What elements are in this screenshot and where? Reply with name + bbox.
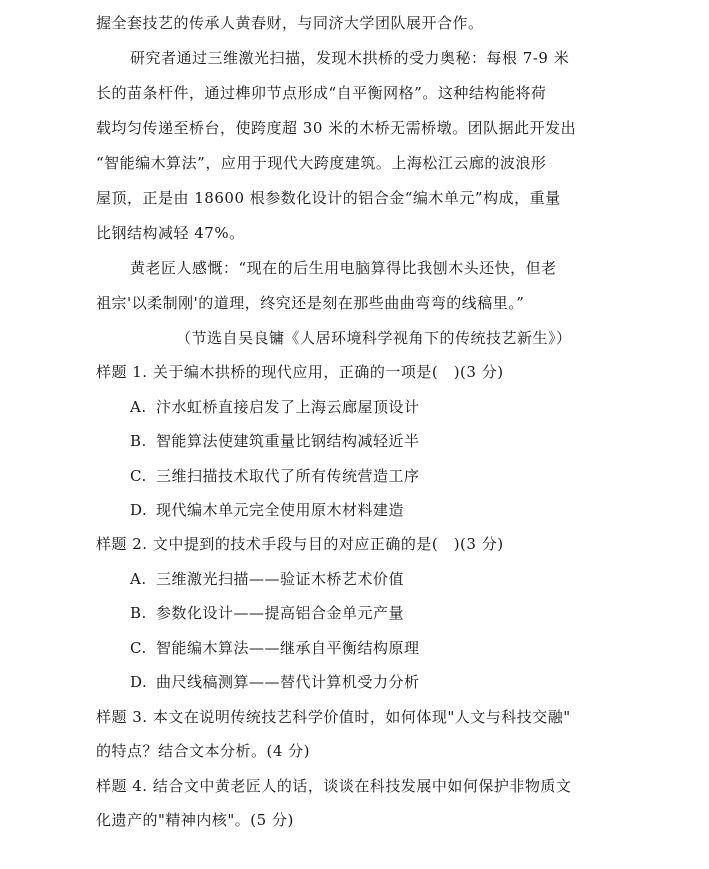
answer-option bbox=[130, 500, 404, 520]
passage-line: 屋顶，正是由 18600 根参数化设计的铝合金“编木单元”构成，重量 bbox=[96, 189, 561, 207]
question-stem: 样题 4. 结合文中黄老匠人的话，谈谈在科技发展中如何保护非物质文 bbox=[96, 777, 572, 795]
option-letter: C. bbox=[130, 467, 147, 485]
question-stem: 样题 3. 本文在说明传统技艺科学价值时，如何体现"人文与科技交融" bbox=[96, 708, 571, 726]
passage-line: 研究者通过三维激光扫描，发现木拱桥的受力奥秘：每根 7-9 米 bbox=[130, 49, 570, 67]
question-stem-continued: 的特点？结合文本分析。(4 分) bbox=[96, 742, 311, 760]
option-text: 曲尺线稿测算——替代计算机受力分析 bbox=[156, 673, 420, 691]
answer-option bbox=[130, 431, 420, 451]
answer-option bbox=[130, 466, 420, 486]
answer-option bbox=[130, 603, 404, 623]
option-letter: C. bbox=[130, 639, 147, 657]
option-letter: B. bbox=[130, 604, 147, 622]
option-letter: D. bbox=[130, 673, 148, 691]
answer-option bbox=[130, 569, 404, 589]
passage-line: 握全套技艺的传承人黄春财，与同济大学团队展开合作。 bbox=[96, 14, 484, 32]
question-stem: 样题 2. 文中提到的技术手段与目的对应正确的是( )(3 分) bbox=[96, 535, 504, 553]
option-letter: B. bbox=[130, 432, 147, 450]
passage-line: 长的苗条杆件，通过榫卯节点形成“自平衡网格”。这种结构能将荷 bbox=[96, 84, 547, 102]
option-text: 智能算法使建筑重量比钢结构减轻近半 bbox=[156, 432, 420, 450]
passage-line: 载均匀传递至桥台，使跨度超 30 米的木桥无需桥墩。团队据此开发出 bbox=[96, 119, 577, 137]
option-text: 汴水虹桥直接启发了上海云廊屋顶设计 bbox=[156, 398, 420, 416]
passage-line: “智能编木算法”，应用于现代大跨度建筑。上海松江云廊的波浪形 bbox=[96, 154, 547, 172]
option-text: 智能编木算法——继承自平衡结构原理 bbox=[156, 639, 420, 657]
passage-source: （节选自吴良镛《人居环境科学视角下的传统技艺新生》） bbox=[176, 329, 572, 347]
passage-line: 比钢结构减轻 47%。 bbox=[96, 224, 245, 242]
option-text: 三维激光扫描——验证木桥艺术价值 bbox=[156, 570, 405, 588]
option-letter: A. bbox=[130, 398, 147, 416]
option-letter: A. bbox=[130, 570, 147, 588]
option-text: 三维扫描技术取代了所有传统营造工序 bbox=[156, 467, 420, 485]
answer-option bbox=[130, 672, 420, 692]
option-letter: D. bbox=[130, 501, 148, 519]
question-stem-continued: 化遗产的"精神内核"。(5 分) bbox=[96, 811, 294, 829]
passage-line: 祖宗'以柔制刚'的道理，终究还是刻在那些曲曲弯弯的线稿里。” bbox=[96, 294, 525, 312]
passage-line: 黄老匠人感慨：“现在的后生用电脑算得比我刨木头还快，但老 bbox=[130, 259, 557, 277]
option-text: 现代编木单元完全使用原木材料建造 bbox=[156, 501, 405, 519]
question-stem: 样题 1. 关于编木拱桥的现代应用，正确的一项是( )(3 分) bbox=[96, 363, 504, 381]
option-text: 参数化设计——提高铝合金单元产量 bbox=[156, 604, 405, 622]
answer-option bbox=[130, 638, 420, 658]
answer-option bbox=[130, 397, 420, 417]
